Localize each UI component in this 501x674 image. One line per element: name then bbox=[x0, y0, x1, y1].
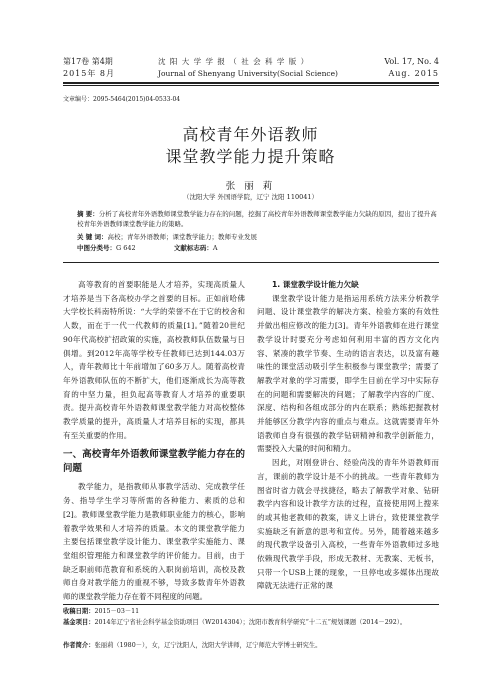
issue-volume-cn: 第17卷 第4期 bbox=[63, 57, 113, 66]
section1-paragraph: 教学能力，是指教师从事教学活动、完成教学任务、指导学生学习等所需的各种能力、素质的总和[2]。教师课堂教学能力是教师职业能力的核心，影响着教学效果和人才培养的质量。本文的课堂教学能力主要包括课堂教学设计能力、课堂教学实施能力、课堂组织管理能力和课堂教学的评价能力。目前，由于缺乏职前师范教育和系统的入职岗前培训，高校及教师自身对教学能力的重视不够，导致多数青年外语教师的课堂教学能力存在着不同程度的问题。 bbox=[63, 482, 245, 602]
abstract bbox=[77, 210, 439, 229]
subsection1-paragraph1: 课堂教学设计能力是指运用系统方法来分析教学问题、设计课堂教学的解决方案、检验方案的有效性并做出相应修改的能力[3]。青年外语教师在进行课堂教学设计时要充分考虑如何利用丰富的西方文化内容、紧凑的教学节奏、生动的语言表达，以及富有趣味性的课堂活动吸引学生积极参与课堂教学；需要了解教学对象的学习需要，即学生目前在学习中实际存在的问题和需要解决的问题；了解教学内容的广度、深度、结构和各组成部分的内在联系；熟练把握教材并能够区分教学内容的重点与难点。这就需要青年外语教师自身有很强的教学钻研精神和教学创新能力，需要投入大量的时间和精力。 bbox=[257, 293, 439, 454]
body-column-left bbox=[63, 278, 245, 604]
received-label: 收稿日期： bbox=[63, 608, 95, 615]
doc-code-label: 文献标志码： bbox=[173, 244, 213, 252]
paper-title-line2: 课堂教学能力提升策略 bbox=[165, 147, 336, 166]
journal-name-en: Journal of Shenyang University(Social Science) bbox=[158, 69, 338, 78]
issue-date-cn: 2015年 8月 bbox=[63, 69, 115, 78]
issue-date-en: Aug. 2015 bbox=[388, 69, 439, 78]
author-affiliation: （沈阳大学 外国语学院，辽宁 沈阳 110041） bbox=[182, 193, 318, 201]
paper-title-line1: 高校青年外语教师 bbox=[182, 125, 319, 144]
author-bio bbox=[63, 641, 439, 651]
clc-label: 中图分类号： bbox=[77, 244, 116, 252]
received-value: 2015－03－11 bbox=[94, 608, 140, 615]
keywords-label: 关 键 词： bbox=[77, 233, 108, 241]
body-column-right bbox=[257, 278, 439, 593]
footnote-rule bbox=[63, 604, 439, 605]
header-rule-thin bbox=[63, 85, 439, 86]
keywords-text: 高校；青年外语教师；课堂教学能力；教师专业发展 bbox=[107, 233, 258, 241]
subsection1-paragraph2: 因此，对刚登讲台、经验尚浅的青年外语教师而言，课前的教学设计是不小的挑战。一些青年教师为图省时省力就会寻找捷径，略去了解教学对象、钻研教学内容和设计教学方法的过程，直接使用网上搜来的或其他老教师的教案，讲义上讲台，致使课堂教学实施缺乏有新意的思考和宣传。另外，随着越来越多的现代教学设备引入高校，一些青年外语教师过多地依赖现代教学手段，形成无教材、无教案、无板书，只带一个USB上课的现象，一旦停电或多媒体出现故障就无法进行正常的课 bbox=[257, 458, 439, 591]
header-rule bbox=[63, 82, 439, 84]
classification-line bbox=[77, 244, 439, 254]
clc-value: G 642 bbox=[116, 244, 136, 252]
journal-name-cn: 沈 阳 大 学 学 报 （ 社 会 科 学 版 ） bbox=[158, 57, 310, 66]
article-number: 文章编号：2095-5464(2015)04-0533-04 bbox=[63, 96, 181, 103]
subsection1-heading: 1. 课堂教学设计能力欠缺 bbox=[272, 280, 359, 289]
section1-heading: 一、高校青年外语教师课堂教学能力存在的问题 bbox=[63, 449, 245, 475]
keywords bbox=[77, 233, 439, 243]
abstract-label: 摘 要： bbox=[77, 210, 99, 218]
doc-code-value: A bbox=[212, 244, 218, 252]
author-name: 张 丽 莉 bbox=[225, 181, 276, 192]
received-date bbox=[63, 607, 439, 617]
fund-info bbox=[63, 618, 439, 628]
fund-value: 2014年辽宁省社会科学基金资助项目（W2014304）；沈阳市教育科学研究“十二五”规划课题（2014－292）。 bbox=[94, 619, 407, 626]
author-bio-value: 张丽莉（1980－），女，辽宁沈阳人，沈阳大学讲师，辽宁师范大学博士研究生。 bbox=[94, 642, 322, 649]
abstract-text: 分析了高校青年外语教师课堂教学能力存在的问题，挖掘了高校青年外语教师课堂教学能力欠缺的原因，提出了提升高校青年外语教师课堂教学能力的策略。 bbox=[77, 210, 437, 228]
abstract-rule bbox=[63, 262, 439, 263]
fund-label: 基金项目： bbox=[63, 619, 95, 626]
intro-paragraph: 高等教育的首要职能是人才培养，实现高质量人才培养是当下各高校办学之首要的目标。正如前哈佛大学校长科南特所说：“大学的荣誉不在于它的校舍和人数，而在于一代一代教师的质量[1]。”随着20世纪90年代高校扩招政策的实施，高校教师队伍数量与日俱增。到2012年高等学校专任教师已达到144.03万人，青年教师比十年前增加了60多万人。随着高校青年外语教师队伍的不断扩大，他们逐渐成长为高等教育的中坚力量，担负起高等教育人才培养的重要职责。提升高校青年外语教师课堂教学能力对高校整体教学质量的提升，高质量人才培养目标的实现，都具有至关重要的作用。 bbox=[63, 280, 245, 440]
author-bio-label: 作者简介： bbox=[63, 642, 95, 649]
issue-volume-en: Vol. 17, No. 4 bbox=[384, 57, 439, 66]
